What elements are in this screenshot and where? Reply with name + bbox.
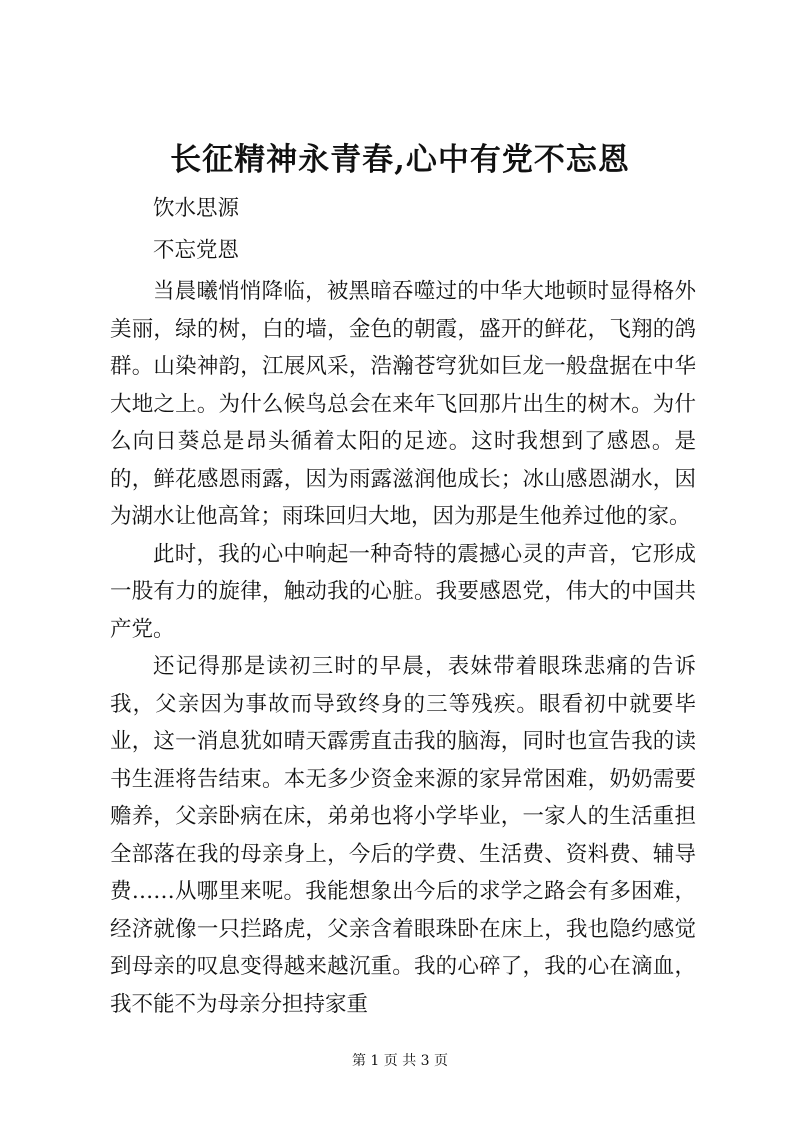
paragraph-4: 此时，我的心中响起一种奇特的震撼心灵的声音，它形成一股有力的旋律，触动我的心脏。我要感恩党，伟大的中国共产党。 (110, 541, 696, 642)
paragraph-3: 当晨曦悄悄降临，被黑暗吞噬过的中华大地顿时显得格外美丽，绿的树，白的墙，金色的朝霞，盛开的鲜花，飞翔的鸽群。山染神韵，江展风采，浩瀚苍穹犹如巨龙一般盘据在中华大地之上。为什么候鸟总会在来年飞回那片出生的树木。为什么向日葵总是昂头循着太阳的足迹。这时我想到了感恩。是的，鲜花感恩雨露，因为雨露滋润他成长；冰山感恩湖水，因为湖水让他高耸；雨珠回归大地，因为那是生他养过他的家。 (110, 279, 696, 529)
paragraph-2: 不忘党恩 (153, 237, 240, 263)
document-body (110, 190, 696, 1023)
page-footer: 第 1 页 共 3 页 (351, 1053, 449, 1069)
document-title: 长征精神永青春,心中有党不忘恩 (170, 142, 630, 178)
paragraph-1: 饮水思源 (153, 196, 240, 221)
paragraph-5: 还记得那是读初三时的早晨，表妹带着眼珠悲痛的告诉我，父亲因为事故而导致终身的三等残疾。眼看初中就要毕业，这一消息犹如晴天霹雳直击我的脑海，同时也宣告我的读书生涯将告结束。本无多少资金来源的家异常困难，奶奶需要赡养，父亲卧病在床，弟弟也将小学毕业，一家人的生活重担全部落在我的母亲身上，今后的学费、生活费、资料费、辅导费……从哪里来呢。我能想象出今后的求学之路会有多困难，经济就像一只拦路虎，父亲含着眼珠卧在床上，我也隐约感觉到母亲的叹息变得越来越沉重。我的心碎了，我的心在滴血，我不能不为母亲分担持家重 (110, 654, 696, 1017)
